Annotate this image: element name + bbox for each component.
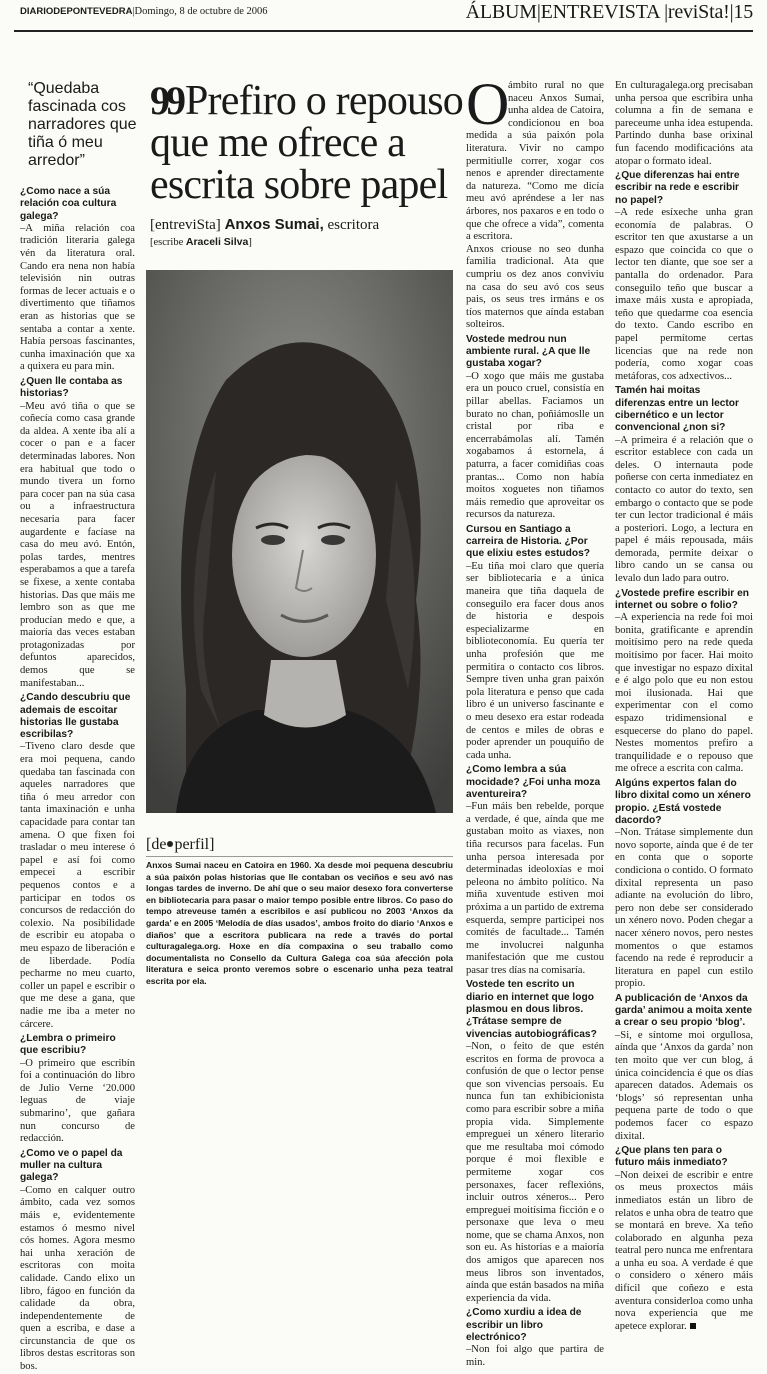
interview-question: Vostede ten escrito un diario en internet que logo plasmou en dous libros. ¿Trátase sempre de vivencias autobiográficas? — [466, 979, 597, 1040]
interview-question: ¿Cando descubriu que ademais de escoitar historias lle gustaba escribilas? — [20, 692, 131, 741]
interviewee-name: Anxos Sumai, — [224, 216, 324, 233]
interview-question: ¿Como nace a súa relación coa cultura galega? — [20, 186, 117, 222]
interview-question: ¿Que plans ten para o futuro máis inmediato? — [615, 1145, 728, 1169]
answer-paragraph: –O primeiro que escribín foi a continuación do libro de Julio Verne ‘20.000 leguas de viaje submarino’, que gañara nun concurso de redacción. — [20, 1057, 135, 1145]
lead-paragraph — [466, 71, 604, 244]
issue-date: Domingo, 8 de octubre de 2006 — [134, 6, 268, 17]
interview-question: ¿Quen lle contaba as historias? — [20, 376, 123, 400]
interview-question: Tamén hai moitas diferenzas entre un lector cibernético e un lector convencional ¿non si? — [615, 385, 739, 434]
answer-paragraph: –A primeira é a relación que o escritor establece con cada un deles. O internauta pode poñerse con certa inmediatez en contacto co autor do texto, sen embargo o contacto que se pode ter cun lector tradicional é máis a posteriori. Logo, a lectura en papel é máis repousada, máis demorada, permite deixar o libro cando un se cansa ou levalo dun lado para outro. — [615, 434, 753, 585]
interview-question: ¿Como lembra a súa mocidade? ¿Foi unha moza aventureira? — [466, 764, 601, 800]
pull-quote: “Quedaba fascinada cos narradores que tiña ó meu arredor” — [28, 80, 137, 169]
answer-paragraph: –A rede esíxeche unha gran economía de palabras. O escritor ten que axustarse a un espazo que coincida co que o lector ten diante, que soe ser a pantalla do ordenador. Para conseguilo teño que buscar a imaxe máis xusta e apropiada, teño que quedarme coa esencia do texto. Cando escribo en papel permítome certas licencias que na rede non podería, como xogar coas metáforas, cos adxectivos... — [615, 207, 753, 382]
answer-paragraph: –Tiveno claro desde que era moi pequena, cando quedaba tan fascinada con aqueles narradores que tiña ó meu arredor con tanta imaxinación e unha capacidade para contar tan amena. O que fixen foi trasladar o meu interese ó papel e así foi como empecei a escribir pequenos contos e a participar en todos os concursos de redacción do colexio. Na posibilidade de escribir eu atopaba o meu espazo de liberación e de liberdade. Podía pecharme no meu cuarto, coller un papel e escribir o que me dese a gana, que nadie me iba a meter no cárcere. — [20, 741, 135, 1030]
answer-paragraph: –A miña relación coa tradición literaria galega vén da literatura oral. Cando era nena non había televisión nin outras formas de lecer actuais e o divertimento que tiñamos eran as historias que se sentaba a contar a xente. Había persoas fascinantes, cunha imaxinación que xa a quixera eu para min. — [20, 222, 135, 373]
bullet-dot-icon — [167, 841, 173, 847]
interview-question: Cursou en Santiago a carreira de Historia. ¿Por que elixiu estes estudos? — [466, 523, 590, 560]
profile-bio: Anxos Sumai naceu en Catoira en 1960. Xa desde moi pequena descubriu a súa paixón polas historias que lle contaban os veciños e seu avó nas longas tardes de inverno. De ahí que o seu maior desexo fora converterse en bibliotecaria para pasar o maior tempo posible entre libros. Co paso do tempo atreveuse tamén a escribilos e así publicou no 2003 ‘Anxos da garda’ e en 2005 ‘Melodía de días usados’, ambos froito do diario ‘Anxos e diaños’ que a escritora publicara na rede a través do portal culturagalega.org. Hoxe en día compaxina o seu traballo como documentalista no Consello da Cultura Galega coa súa afección pola literatura e seica pronto veremos sobre o escenario unha peza teatral escrita por ela. — [146, 860, 453, 986]
answer-paragraph: –Non foi algo que partira de min. — [466, 1344, 604, 1368]
column-3-body — [466, 244, 604, 1370]
answer-paragraph: –Como en calquer outro ámbito, cada vez somos máis e, evidentemente estamos ó mesmo nivel cós homes. Agora mesmo hai unha xeración de escritoras con moita calidade. Cando elixo un libro, fágoo en función da calidade da obra, independentemente de quen a escriba, e dase a circunstancia de que os libros destas escritoras son bos. — [20, 1184, 135, 1373]
answer-paragraph: –Fun máis ben rebelde, porque a verdade, é que, aínda que me gustaban moito as viaxes, non tiña recursos para facelas. Fun unha persoa interesada por determinadas ideoloxías e moi peleona no ámbito político. Na miña xuventude estiven moi próxima a un partido de extrema esquerda, sempre participei nos comités de facultade... Tamén me involucrei nalgunha manifestación que me custou pasar tres días na comisaría. — [466, 801, 604, 976]
profile-heading-a: [de — [146, 836, 167, 853]
portrait-illustration — [146, 270, 453, 813]
quote-mark: 99 — [150, 78, 182, 123]
interview-question: Vostede medrou nun ambiente rural. ¿A que lle gustaba xogar? — [466, 333, 591, 370]
writer-suffix: ] — [248, 237, 252, 248]
drop-cap: O — [466, 71, 510, 137]
answer-paragraph: Anxos criouse no seo dunha familia tradicional. Ata que cumpriu os dez anos conviviu na casa do seu avó cos seus pais, os seus tres irmáns e os tíos maternos que aínda estaban solteiros. — [466, 243, 604, 331]
header-left: DIARIODEPONTEVEDRA|Domingo, 8 de octubre de 2006 — [20, 6, 268, 17]
lead-body: ámbito rural no que naceu Anxos Sumai, unha aldea de Catoira, condicionou en boa medida a súa paixón pola literatura. Vivir no campo permitiulle correr, xogar cos nenos e aprender directamente da natureza. “Como me dicía meu avó apréndese a ler nas árbores, nos paxaros e en todo o que che ofrece a vida”, comenta a escritora. — [466, 80, 604, 243]
profile-heading-b: perfil] — [174, 836, 215, 853]
interview-question: ¿Lembra o primeiro que escribiu? — [20, 1033, 116, 1057]
article-column-4 — [615, 80, 753, 1332]
interview-question: ¿Como ve o papel da muller na cultura galega? — [20, 1147, 123, 1184]
portrait-photo — [146, 270, 453, 813]
byline — [150, 216, 475, 234]
interview-question: ¿Como xurdiu a idea de escribir un libro electrónico? — [466, 1307, 582, 1344]
answer-paragraph: –A experiencia na rede foi moi bonita, gratificante e aprendín moitísimo pero na rede queda moitísimo por facer. Hai moito que investigar no espazo dixital e é algo polo que eu non estou moi ilusionada. Hai que experimentar con el como espazo tridimensional e esquecerse do plano do papel. Nestes momentos prefiro a tranquilidade e o repouso que me ofrece a escrita con calma. — [615, 612, 753, 775]
profile-rule — [146, 856, 453, 857]
interview-question: Algúns expertos falan do libro dixital como un xénero propio. ¿Está vostede dacordo? — [615, 777, 751, 826]
headline-text: Prefiro o repouso que me ofrece a escrita sobre papel — [150, 78, 464, 208]
profile-heading — [146, 836, 214, 854]
article-column-3 — [466, 71, 604, 1368]
interview-question: ¿Que diferenzas hai entre escribir na rede e escribir no papel? — [615, 170, 740, 206]
byline-prefix: [entreviSta] — [150, 217, 221, 233]
interview-question: ¿Vostede prefire escribir en internet ou sobre o folio? — [615, 587, 749, 611]
writer-prefix: [escribe — [150, 237, 184, 248]
headline — [150, 80, 475, 206]
end-mark-icon — [690, 1323, 696, 1329]
writer-name: Araceli Silva — [185, 236, 249, 248]
article-column-1 — [20, 184, 135, 1373]
answer-paragraph: –O xogo que máis me gustaba era un pouco cruel, consistía en pillar abellas. Faciamos un burato no chan, poñiámoslle un cristal por riba e encerrabámolas alí. Tamén xogabamos á estornela, á paturra, a facer comidiñas coas prantas... Como non había moitos xoguetes non tiñamos máis remedio que aproveitar os recursos da natureza. — [466, 370, 604, 521]
answer-paragraph: –Non. Trátase simplemente dun novo soporte, aínda que é de ter en conta que o soporte condiciona o contido. O formato dixital representa un paso adiante na evolución do libro, pero non debe ser considerado un xénero novo. Poden chegar a nacer xénero novos, pero nestes momentos o que estamos facendo na rede é reproducir a literatura en papel cun estilo propio. — [615, 827, 753, 990]
newspaper-name: DIARIODEPONTEVEDRA — [20, 6, 133, 17]
answer-paragraph: –Non deixei de escribir e entre os meus proxectos máis inmediatos están un libro de relatos e unha obra de teatro que se montará en breve. Xa teño colaborado en algunha peza teatral pero nunca me enfrentara a unha eu soa. A verdade é que o considero o xénero máis difícil que coñezo e esta aventura considerloa como unha nova experiencia que me apetece explorar. — [615, 1169, 753, 1332]
writer-credit — [150, 236, 252, 248]
header-rule — [14, 30, 753, 32]
interview-question: A publicación de ‘Anxos da garda’ animou a moita xente a crear o seu propio ‘blog’. — [615, 992, 753, 1029]
answer-paragraph: –Eu tiña moi claro que quería ser bibliotecaria e a única maneira que tiña daquela de conseguilo era facer dous anos de historia e despois especializarme en biblioteconomía. Eu quería ter unha profesión que me permitira o contacto cos libros. Sempre tiven unha gran paixón pola literatura e penso que cada libro é un universo fascinante e o meu desexo era estar rodeada de centos e miles de obras e poder aprender un pouquiño de cada unha. — [466, 560, 604, 761]
section-header: ÁLBUM|ENTREVISTA |reviSta!|15 — [465, 1, 753, 23]
answer-paragraph: –Non, o feito de que estén escritos en forma de provoca a confusión de que o lector pense que son vivencias persoais. Eu nunca fun tan exhibicionista como para escribir sobre a miña propia vida. Simplemente empreguei un xénero literario que me resultaba moi cómodo porque é moi flexible e permiteme xogar cos personaxes, facer reflexións, incluir outros xéneros... Pero empreguei moitísima ficción e o personaxe que leva o meu nome, que se chama Anxos, non son eu. As historias e a maioría dos amigos que aparecen nos meus libros son inventados, aínda que están basados na miña experiencia da vida. — [466, 1040, 604, 1304]
interviewee-role: escritora — [327, 217, 380, 233]
answer-paragraph: –Si, e síntome moi orgullosa, aínda que ‘Anxos da garda’ non ten moito que ver cun blog, á única coincidencia é que os días aparecen datados. Ademais os ‘blogs’ só representan unha pequena parte de todo o que podemos facer co espazo dixital. — [615, 1029, 753, 1142]
answer-paragraph: –Meu avó tiña o que se coñecía como casa grande da aldea. A xente iba alí a cocer o pan e a facer determinadas labores. Non era habitual que todo o mundo tivera un forno para cocer pan na súa casa ou a infraestructura necesaria para facer augardente e facíase na casa do meu avó. Entón, polas tardes, mentres esperabamos a que a tarefa se fixese, a xente contaba historias. Das que máis me lembro son as que me producían medo e que, a maioría das veces estaban protagonizadas por defuntos aparecidos, demos que se manifestaban... — [20, 400, 135, 689]
answer-paragraph: En culturagalega.org precisaban unha persoa que escribira unha columna a fin de semana e pareceume unha idea estupenda. Partindo dunha base orixinal fun facendo modificacións ata atopar o formato ideal. — [615, 80, 753, 167]
